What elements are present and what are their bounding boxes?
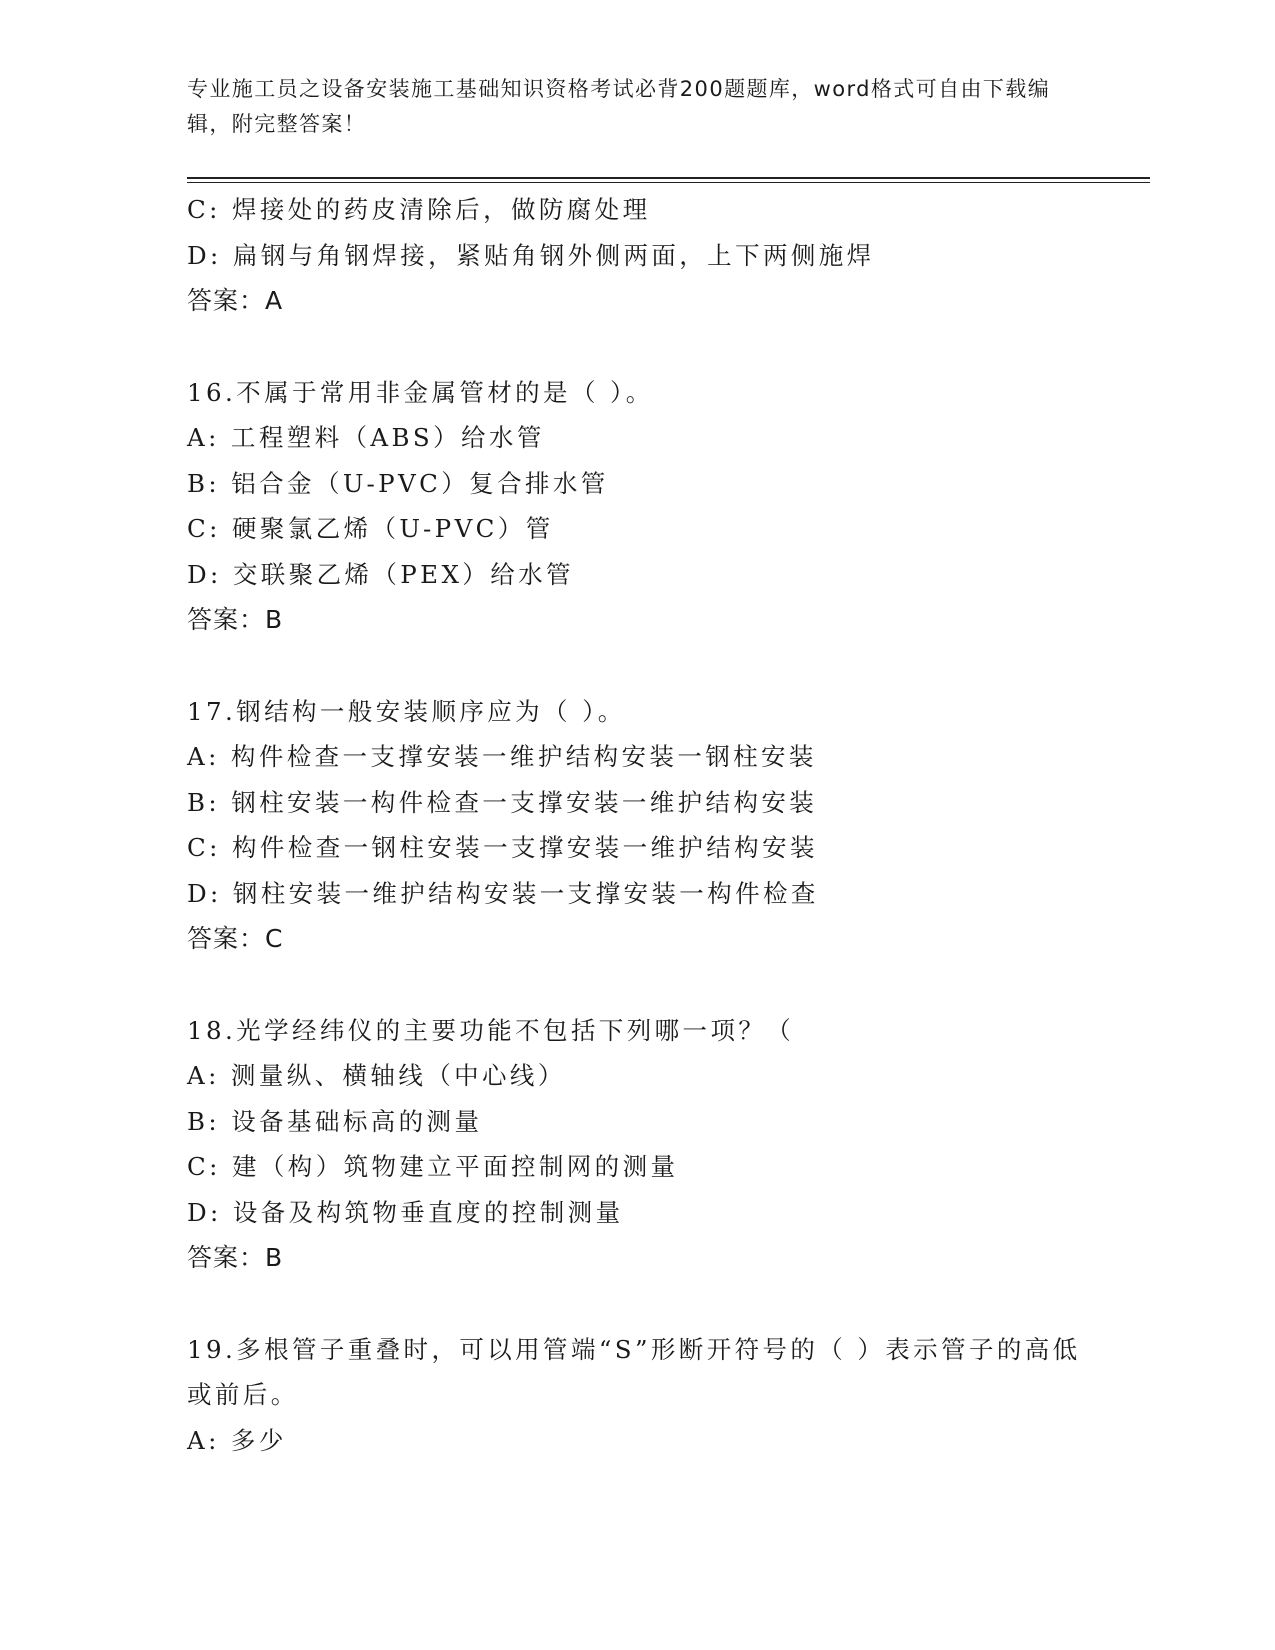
option-d: D: 钢柱安装一维护结构安装一支撑安装一构件检查 (187, 878, 819, 908)
option-c: C: 硬聚氯乙烯（U-PVC）管 (187, 514, 554, 543)
header-rule-thick (187, 177, 1150, 179)
option-c: C: 构件检查一钢柱安装一支撑安装一维护结构安装 (187, 833, 818, 862)
option-c: C: 建（构）筑物建立平面控制网的测量 (187, 1152, 679, 1181)
option-d: D: 设备及构筑物垂直度的控制测量 (187, 1197, 624, 1227)
option-a: A: 测量纵、横轴线（中心线） (187, 1061, 566, 1090)
option-b: B: 铝合金（U-PVC）复合排水管 (187, 468, 609, 498)
answer-label: 答案：A (187, 286, 284, 315)
option-d: D: 交联聚乙烯（PEX）给水管 (187, 559, 574, 589)
question-18-stem: 18.光学经纬仪的主要功能不包括下列哪一项？（ (187, 1015, 795, 1045)
answer-label: 答案：B (187, 1243, 284, 1272)
option-a: A: 多少 (187, 1425, 287, 1455)
question-16-stem: 16.不属于常用非金属管材的是（ ）。 (187, 377, 654, 407)
answer-label: 答案：B (187, 605, 284, 634)
option-b: B: 设备基础标高的测量 (187, 1106, 483, 1136)
header-rule-thin (187, 182, 1150, 183)
option-a: A: 工程塑料（ABS）给水管 (187, 423, 545, 452)
option-d: D: 扁钢与角钢焊接，紧贴角钢外侧两面，上下两侧施焊 (187, 240, 875, 270)
question-list (187, 187, 1087, 1463)
question-19-stem: 19.多根管子重叠时，可以用管端“S”形断开符号的（ ）表示管子的高低或前后。 (187, 1334, 1081, 1409)
answer-label: 答案：C (187, 924, 284, 953)
document-header: 专业施工员之设备安装施工基础知识资格考试必背200题题库，word格式可自由下载编辑，附完整答案！ (187, 77, 1051, 136)
option-a: A: 构件检查一支撑安装一维护结构安装一钢柱安装 (187, 742, 817, 771)
option-c: C: 焊接处的药皮清除后，做防腐处理 (187, 195, 651, 224)
option-b: B: 钢柱安装一构件检查一支撑安装一维护结构安装 (187, 787, 818, 817)
question-17-stem: 17.钢结构一般安装顺序应为（ ）。 (187, 696, 626, 726)
